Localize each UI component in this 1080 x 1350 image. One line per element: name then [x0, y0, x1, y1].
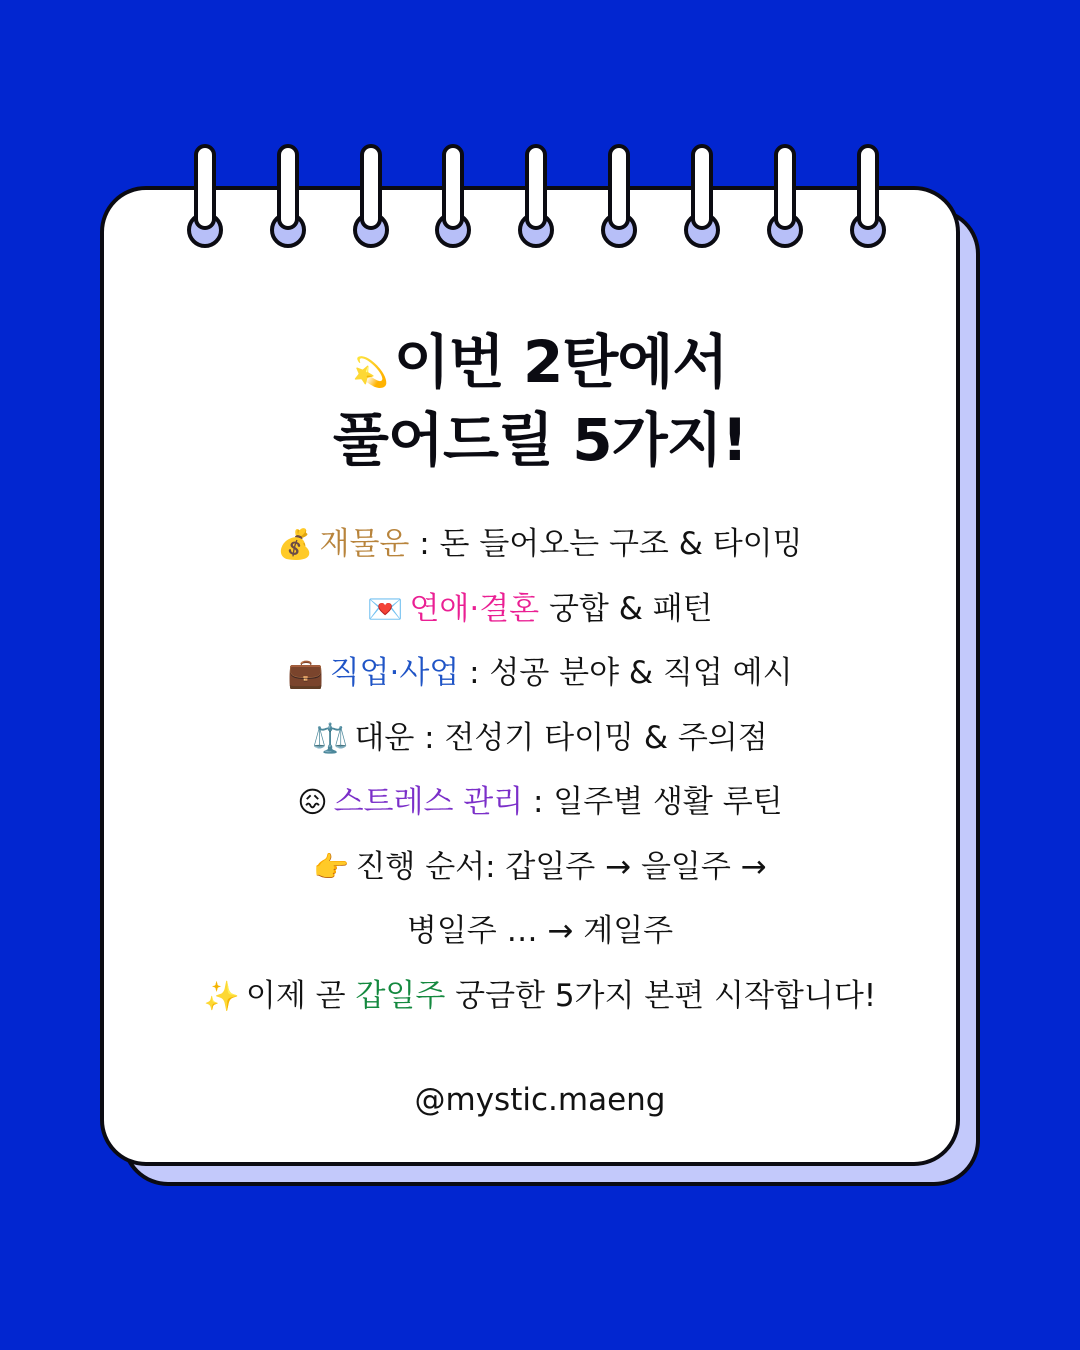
spiral-ring	[435, 144, 471, 248]
page-title	[100, 328, 980, 474]
item-text: : 성공 분야 & 직업 예시	[459, 655, 793, 691]
item-prefix: 이제 곧	[245, 977, 356, 1014]
spiral-ring	[850, 144, 886, 248]
list-item-love	[100, 577, 980, 642]
item-highlight: 직업·사업	[329, 655, 460, 691]
spiral-ring	[353, 144, 389, 248]
list-item-closing	[100, 964, 980, 1029]
sparkles-icon: ✨	[203, 978, 240, 1013]
spiral-ring	[270, 144, 306, 248]
dizzy-star-icon: 💫	[352, 355, 388, 389]
item-highlight: 스트레스 관리	[333, 784, 524, 820]
item-text: 궁금한 5가지 본편 시작합니다!	[445, 977, 877, 1014]
scales-icon: ⚖️	[312, 720, 349, 755]
item-highlight: 재물운	[319, 526, 410, 562]
money-bag-icon: 💰	[277, 527, 314, 561]
spiral-ring	[187, 144, 223, 248]
spiral-ring	[767, 144, 803, 248]
item-highlight: 연애·결혼	[409, 590, 540, 627]
item-text: 궁합 & 패턴	[539, 590, 713, 627]
account-handle: @mystic.maeng	[414, 1082, 666, 1118]
item-text: : 돈 들어오는 구조 & 타이밍	[409, 526, 803, 562]
spiral-ring	[684, 144, 720, 248]
confounded-face-icon: 😖	[297, 785, 328, 819]
briefcase-icon: 💼	[287, 656, 324, 690]
title-line-1	[100, 328, 980, 406]
item-text: 대운 : 전성기 타이밍 & 주의점	[354, 719, 768, 756]
item-text: : 일주별 생활 루틴	[523, 784, 783, 820]
item-text: 진행 순서: 갑일주 → 을일주 →	[355, 848, 767, 885]
list-item-order	[100, 835, 980, 900]
item-highlight: 갑일주	[355, 977, 446, 1014]
title-line-2: 풀어드릴 5가지!	[332, 406, 748, 474]
title-text-1: 이번 2탄에서	[393, 328, 728, 396]
list-item-wealth	[100, 512, 980, 577]
list-item-order-cont	[100, 899, 980, 964]
list-item-daeun	[100, 706, 980, 771]
spiral-ring	[518, 144, 554, 248]
pointing-hand-icon: 👉	[313, 849, 350, 884]
love-letter-icon: 💌	[367, 591, 404, 626]
spiral-ring	[601, 144, 637, 248]
item-text: 병일주 … → 계일주	[406, 913, 674, 949]
topic-list	[100, 512, 980, 1028]
list-item-career	[100, 641, 980, 706]
list-item-stress	[100, 770, 980, 835]
